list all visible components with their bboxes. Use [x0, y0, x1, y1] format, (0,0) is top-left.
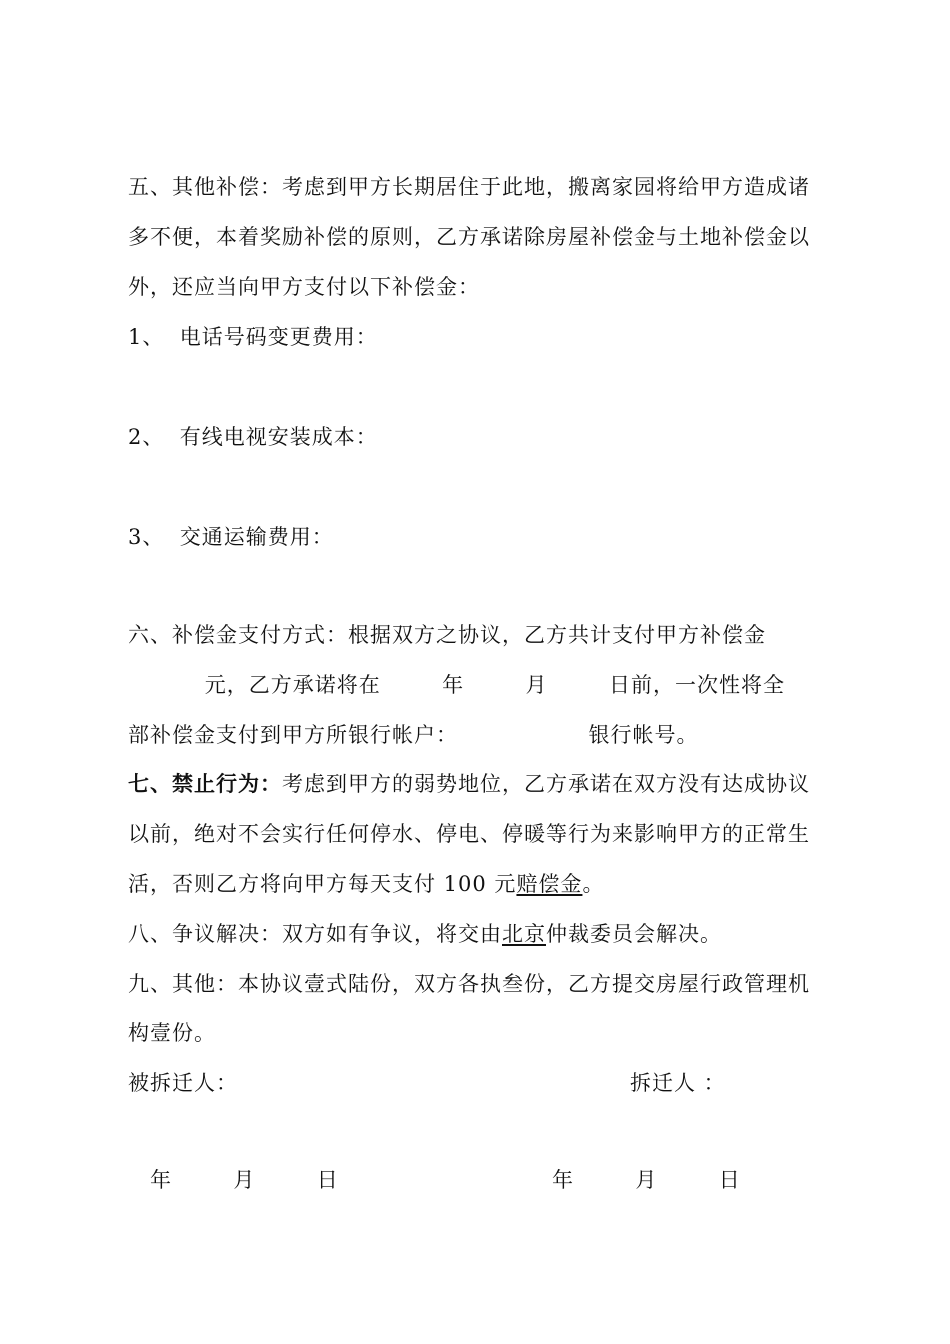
relocatee-date: 年 月 日 [150, 1168, 339, 1192]
relocatee-label: 被拆迁人： [128, 1071, 238, 1095]
section7-line1 [128, 769, 828, 799]
section6-line3: 部补偿金支付到甲方所银行帐户： 银行帐号。 [128, 723, 699, 747]
section7-line3-pre: 活，否则乙方将向甲方每天支付 100 元 [128, 872, 517, 896]
section5-line1: 五、其他补偿：考虑到甲方长期居住于此地，搬离家园将给甲方造成诸 [128, 175, 810, 199]
section5-line2: 多不便，本着奖励补偿的原则，乙方承诺除房屋补偿金与土地补偿金以 [128, 225, 810, 249]
section7-line2: 以前，绝对不会实行任何停水、停电、停暖等行为来影响甲方的正常生 [128, 822, 810, 846]
section6-line1: 六、补偿金支付方式：根据双方之协议，乙方共计支付甲方补偿金 [128, 623, 766, 647]
section8-pre: 八、争议解决：双方如有争议，将交由 [128, 922, 502, 946]
section9-line2: 构壹份。 [128, 1021, 216, 1045]
section8-post: 仲裁委员会解决。 [546, 922, 722, 946]
beijing-link[interactable]: 北京 [502, 922, 546, 946]
section7-line3 [128, 869, 828, 899]
section8-line [128, 919, 828, 949]
section7-heading: 七、禁止行为： [128, 771, 282, 796]
section5-line3: 外，还应当向甲方支付以下补偿金： [128, 275, 480, 299]
compensation-item-1: 1、 电话号码变更费用： [128, 325, 378, 349]
relocator-date: 年 月 日 [552, 1168, 741, 1192]
section7-line1-text: 考虑到甲方的弱势地位，乙方承诺在双方没有达成协议 [282, 772, 810, 796]
compensation-link[interactable]: 赔偿金 [516, 872, 583, 896]
section9-line1: 九、其他：本协议壹式陆份，双方各执叁份，乙方提交房屋行政管理机 [128, 972, 810, 996]
section6-line2: 元，乙方承诺将在 年 月 日前，一次性将全 [128, 673, 785, 697]
compensation-item-3: 3、 交通运输费用： [128, 525, 334, 549]
relocator-label: 拆迁人 ： [630, 1071, 726, 1095]
compensation-item-2: 2、 有线电视安装成本： [128, 425, 378, 449]
section7-line3-post: 。 [582, 872, 605, 896]
